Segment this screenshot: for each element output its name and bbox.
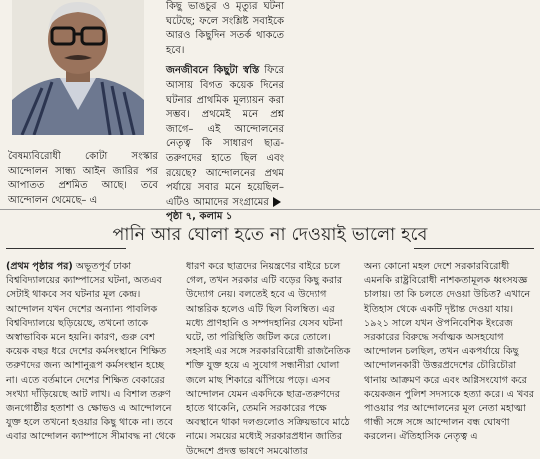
continuation-lead: (প্রথম পৃষ্ঠার পর)	[6, 261, 73, 272]
headline-rule-right	[414, 248, 534, 249]
article-headline: পানি আর ঘোলা হতে না দেওয়াই ভালো হবে	[112, 225, 428, 245]
bottom-article-column-1	[6, 260, 176, 445]
author-photo	[12, 0, 144, 135]
bottom-article-column-2: ধারণ করে ছাত্রদের নিয়ন্ত্রণের বাইরে চলে গেল, তখন সরকার এটি বড়ের কিছু করার উদ্যোগ নেয়। বলতেই হবে এ উদ্যোগ আন্তরিক হলেও এটি ছিল বিলম্বিত। এর মধ্যে প্রাণহানি ও সম্পদহানির যেসব ঘটনা ঘটে, তা পরিস্থিতি জটিল করে তোলে। সহসাই এর সঙ্গে সরকারবিরোধী রাজনৈতিক শক্তি যুক্ত হয়ে এ সুযোগ সন্ধানীরা ঘোলা জলে মাছ শিকারে ঝাঁপিয়ে পড়ে। এসব আন্দোলন যেমন একদিকে ছাত্র-তরুণদের হাতে থাকেনি, তেমনি সরকারের পক্ষে অবস্থানে থাকা দলগুলোও সক্রিয়ভাবে মাঠে নামে। সময়ের মধ্যেই সরকারপ্রধান জাতির উদ্দেশে প্রদত্ত ভাষণে সমঝোতার	[186, 261, 351, 457]
bottom-article-column-3: অন্য কোনো মহল দেশে সরকারবিরোধী এমনকি রাষ্ট্রবিরোধী নাশকতামূলক ধ্বংসযজ্ঞ চালায়। তা কি চলতে দেওয়া উচিত? এখানে ইতিহাস থেকে একটি দৃষ্টান্ত দেওয়া যায়। ১৯২১ সালে যখন ঔপনিবেশিক ইংরেজ সরকারের বিরুদ্ধে সর্বাত্মক অসহযোগ আন্দোলন চলছিল, তখন একপর্যায়ে কিছু আন্দোলনকারী উত্তরপ্রদেশের চৌরিচৌরা থানায় আক্রমণ করে এবং অগ্নিসংযোগ করে কয়েকজন পুলিশ সদস্যকে হত্যা করে। এ খবর পাওয়ার পর আন্দোলনের মূল নেতা মহাত্মা গান্ধী সঙ্গে সঙ্গে আন্দোলন বন্ধ ঘোষণা করলেন। ঐতিহাসিক নেতৃত্ব এ	[364, 261, 534, 443]
continuation-text: পৃষ্ঠা ৭, কলাম ১	[166, 211, 233, 223]
section-divider	[0, 209, 540, 210]
top-article-left-column: বৈষম্যবিরোধী কোটা সংস্কার আন্দোলন সান্ধ্য আইন জারির পর আপাতত প্রশমিত আছে। তবে আন্দোলন থেমেছে– এ	[8, 151, 158, 206]
top-article-subhead: জনজীবনে কিছুটা স্বস্তি	[166, 65, 260, 77]
top-article-body	[166, 64, 284, 225]
headline-rule-left	[6, 248, 126, 249]
column-1-text: অভূতপূর্ব ঢাকা বিশ্ববিদ্যালয়ের ক্যাম্পাসের ঘটনা, অতএব সেটাই থাকবে সব ঘটনার মূল কেন্দ্র। আন্দোলন যখন দেশের অন্যান্য পাবলিক বিশ্ববিদ্যালয়ে ছড়িয়েছে, তখনো তাকে অস্বাভাবিক মনে হয়নি। কারণ, গুরু বেশ কয়েক বছর ধরে দেশের কর্মসংস্থানে শিক্ষিত তরুণদের জন্য আশানুরূপ কর্মসংস্থান হচ্ছে না। এতে বর্তমানে দেশের শিক্ষিত বেকারের সংখ্যা দাঁড়িয়েছে আট লাখ। এ বিশাল তরুণ জনগোষ্ঠীর হতাশা ও ক্ষোভও এ আন্দোলনে যুক্ত হলে তখনো হওয়ার কিছু থাকে না। তবে এবার আন্দোলন ক্যাম্পাসে সীমাবদ্ধ না থেকে	[6, 261, 176, 443]
top-article-right-column	[166, 0, 284, 225]
top-article-intro: কিছু ভাঙচুর ও মৃত্যুর ঘটনা ঘটেছে; ফলে সংশ্লিষ্ট সবাইকে আরও কিছুদিন সতর্ক থাকতে হবে।	[166, 1, 284, 56]
portrait-image	[12, 0, 144, 135]
top-article-body-text: ফিরে আসায় বিগত কয়েক দিনের ঘটনার প্রাথমিক মূল্যায়ন করা সম্ভব। প্রথমেই মনে প্রশ্ন জাগে– এই আন্দোলনের নেতৃত্ব কি সাধারণ ছাত্র-তরুণদের হাতে ছিল এবং রয়েছে? আন্দোলনের প্রথম পর্যায়ে সবার মনে হয়েছিল– এটিও আমাদের সংগ্রামের	[166, 65, 284, 208]
continuation-arrow-icon	[273, 197, 281, 207]
